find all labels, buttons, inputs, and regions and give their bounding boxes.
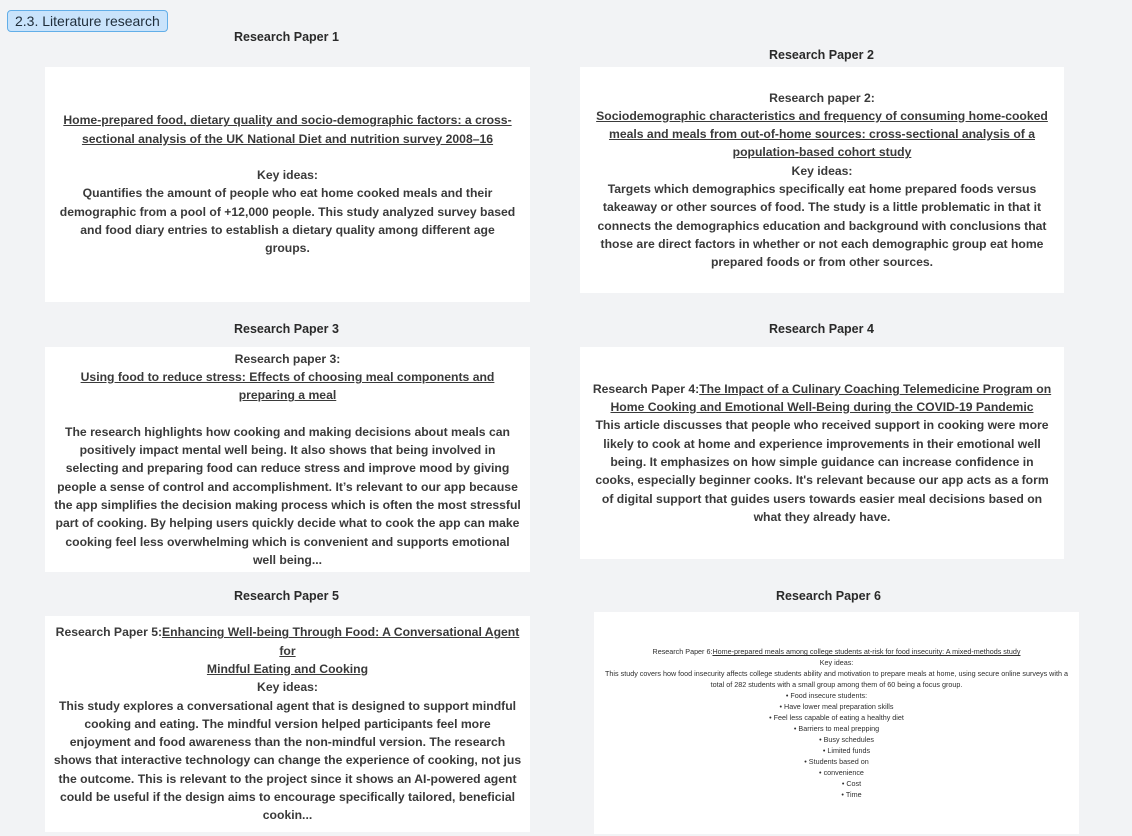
paper-5-key-ideas-label: Key ideas: xyxy=(257,680,318,695)
paper-5-title-2[interactable]: Mindful Eating and Cooking xyxy=(206,661,369,676)
paper-6-bullet: • Time xyxy=(769,789,904,800)
paper-6-heading: Research Paper 6 xyxy=(776,589,881,603)
paper-5-card[interactable] xyxy=(45,616,530,832)
paper-5-prefix: Research Paper 5: xyxy=(55,625,163,640)
paper-1-heading: Research Paper 1 xyxy=(234,30,339,44)
section-label[interactable]: 2.3. Literature research xyxy=(7,10,168,32)
paper-6-prefix: Research Paper 6: xyxy=(652,647,713,656)
paper-2-title[interactable]: Sociodemographic characteristics and frequency of consuming home-cooked meals and meals from out-of-home sources: cross-sectional analysis of a population-based cohort study xyxy=(596,108,1048,160)
paper-4-text: This article discusses that people who received support in cooking were more likely to cook at home and experience improvements in their emotional well being. It emphasizes on how simple guidance can increase confidence in cooks, especially beginner cooks. It's relevant because our app acts as a form of digital support that guides users towards easier meal decisions based on what they already have. xyxy=(595,418,1049,524)
paper-4-title[interactable]: The Impact of a Culinary Coaching Telemedicine Program on Home Cooking and Emotional Well-Being during the COVID-19 Pandemic xyxy=(610,381,1052,415)
paper-2-text: Targets which demographics specifically eat home prepared foods versus takeaway or other sources of food. The study is a little problematic in that it connects the demographics education and background with conclusions that those are direct factors in whether or not each demographic group eat home prepared foods or from other sources. xyxy=(597,182,1047,270)
paper-5-title-line xyxy=(53,623,522,660)
paper-6-bullet-list xyxy=(769,690,904,800)
paper-5-title[interactable]: Enhancing Well-being Through Food: A Conversational Agent for xyxy=(162,625,520,658)
paper-6-bullet: • Cost xyxy=(769,778,904,789)
paper-6-title[interactable]: Home-prepared meals among college students at-risk for food insecurity: A mixed-methods study xyxy=(712,647,1021,656)
paper-3-title[interactable]: Using food to reduce stress: Effects of choosing meal components and preparing a meal xyxy=(80,370,495,403)
paper-6-bullet: • Barriers to meal prepping xyxy=(769,723,904,734)
paper-6-bullet: • Limited funds xyxy=(769,745,904,756)
paper-4-prefix: Research Paper 4: xyxy=(592,381,700,396)
paper-6-text: This study covers how food insecurity affects college students ability and motivation to prepare meals at home, using secure online surveys with a total of 282 students with a small group among them of 60 being a focus group. xyxy=(605,669,1068,689)
paper-4-card[interactable] xyxy=(580,347,1064,559)
paper-6-title-line xyxy=(653,646,1021,657)
paper-2-prefix: Research paper 2: xyxy=(769,90,875,105)
paper-2-card[interactable] xyxy=(580,67,1064,293)
paper-2-key-ideas-label: Key ideas: xyxy=(791,163,853,178)
paper-5-heading: Research Paper 5 xyxy=(234,589,339,603)
paper-6-card[interactable] xyxy=(594,612,1079,834)
paper-1-text: Quantifies the amount of people who eat home cooked meals and their demographic from a pool of +12,000 people. This study analyzed survey based and food diary entries to establish a dietary quality among different age groups. xyxy=(59,186,516,256)
paper-1-key-ideas-label: Key ideas: xyxy=(257,168,318,183)
paper-5-text: This study explores a conversational agent that is designed to support mindful cooking and eating. The mindful version helped participants feel more enjoyment and food awareness than the non-mindful version. The research shows that interactive technology can change the experience of cooking, not jus the outcome. This is relevant to the project since it shows an AI-powered agent could be useful if the design aims to encourage specifically tailored, beneficial cookin... xyxy=(53,698,522,823)
paper-3-text: The research highlights how cooking and making decisions about meals can positively impact mental well being. It also shows that being involved in selecting and preparing food can reduce stress and improve mood by giving people a sense of control and accomplishment. It’s relevant to our app because the app simplifies the decision making process which is often the most stressful part of cooking. By helping users quickly decide what to cook the app can make cooking feel less overwhelming which is convenient and supports emotional well being... xyxy=(54,424,521,567)
paper-2-heading: Research Paper 2 xyxy=(769,48,874,62)
paper-6-bullet: • Busy schedules xyxy=(769,734,904,745)
paper-6-bullet: • convenience xyxy=(769,767,904,778)
paper-1-title[interactable]: Home-prepared food, dietary quality and socio-demographic factors: a cross-sectional analysis of the UK National Diet and nutrition survey 2008–16 xyxy=(63,113,512,146)
paper-6-key-ideas-label: Key ideas: xyxy=(819,658,854,667)
paper-4-heading: Research Paper 4 xyxy=(769,322,874,336)
paper-4-title-line xyxy=(592,380,1052,417)
paper-6-bullet: • Food insecure students: xyxy=(769,690,904,701)
paper-3-prefix: Research paper 3: xyxy=(234,351,341,366)
paper-6-bullet: • Feel less capable of eating a healthy diet xyxy=(769,712,904,723)
paper-1-card[interactable] xyxy=(45,67,530,302)
paper-6-bullet: • Have lower meal preparation skills xyxy=(769,701,904,712)
paper-3-card[interactable] xyxy=(45,347,530,572)
paper-3-heading: Research Paper 3 xyxy=(234,322,339,336)
paper-6-bullet: • Students based on xyxy=(769,756,904,767)
